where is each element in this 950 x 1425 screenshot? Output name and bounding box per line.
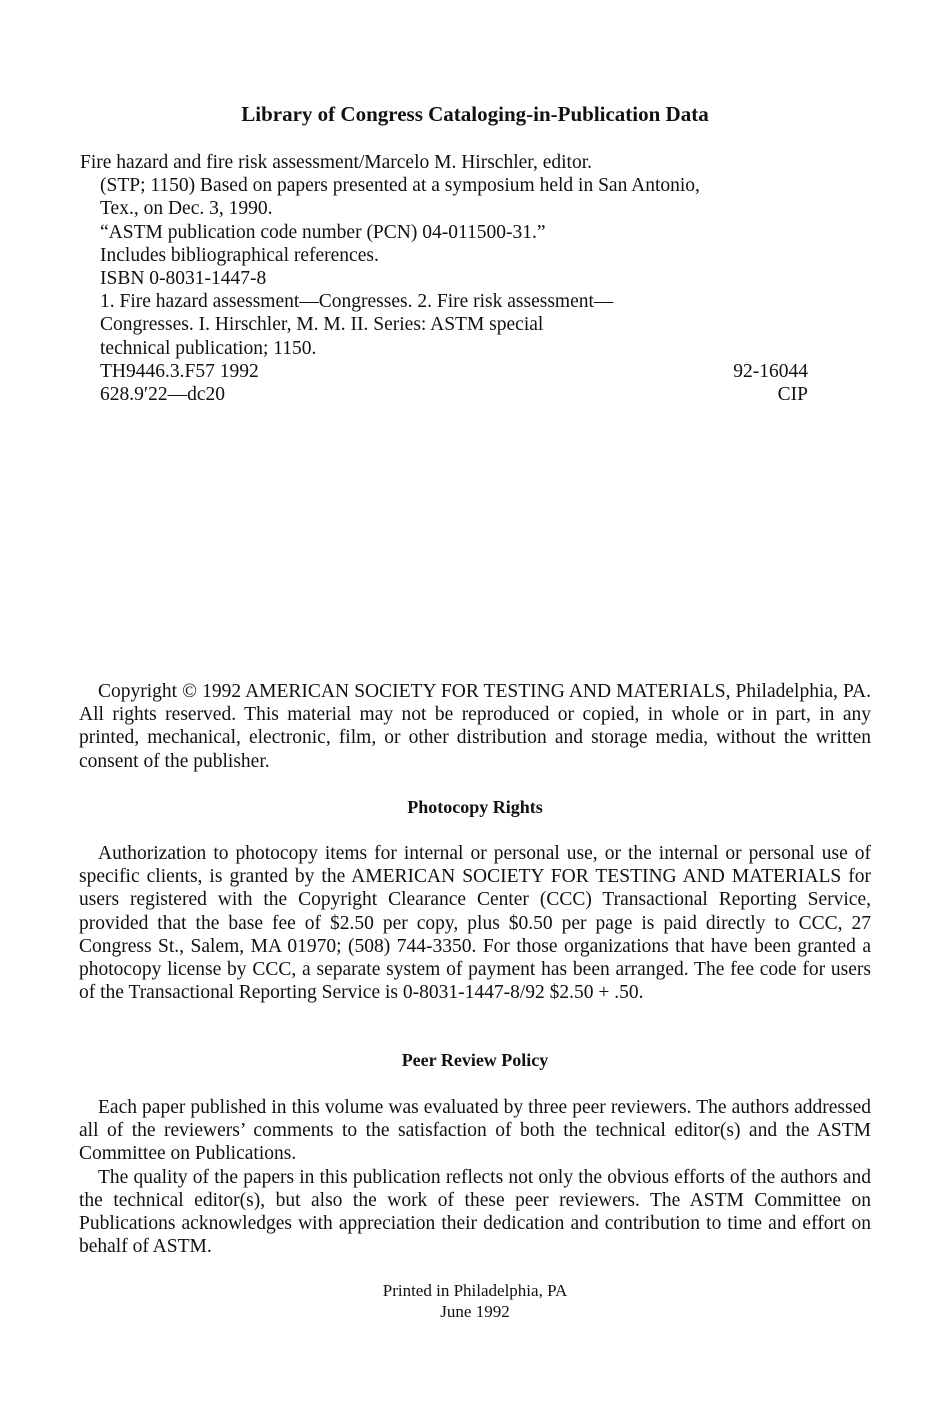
cip-line: “ASTM publication code number (PCN) 04-011500-31.” <box>100 221 546 243</box>
cip-record <box>80 151 808 406</box>
cip-line: (STP; 1150) Based on papers presented at a symposium held in San Antonio, <box>100 175 700 197</box>
photocopy-rights-title: Photocopy Rights <box>407 797 543 817</box>
photocopy-text: Authorization to photocopy items for internal or personal use, or the internal or personal use of specific clients, is granted by the AMERICAN SOCIETY FOR TESTING AND MATERIALS for users registered with the Copyright Clearance Center (CCC) Transactional Reporting Service, provided that the base fee of $2.50 per copy, plus $0.50 per page is paid directly to CCC, 27 Congress St., Salem, MA 01970; (508) 744-3350. For those organizations that have been granted a photocopy license by CCC, a separate system of payment has been arranged. The fee code for users of the Transactional Reporting Service is 0-8031-1447-8/92 $2.50 + .50. <box>79 843 871 1004</box>
cip-title: Library of Congress Cataloging-in-Publication Data <box>241 102 709 126</box>
peer-review-paragraph: Each paper published in this volume was evaluated by three peer reviewers. The authors addressed all of the reviewers’ comments to the satisfaction of both the technical editor(s) and the ASTM Committee on Publications. <box>79 1097 871 1165</box>
imprint <box>0 1280 950 1322</box>
cip-classification-row <box>80 360 808 383</box>
cip-line: 1. Fire hazard assessment—Congresses. 2. Fire risk assessment— <box>100 291 614 313</box>
cip-line: Tex., on Dec. 3, 1990. <box>100 198 273 220</box>
cip-label: CIP <box>777 383 808 405</box>
cip-dewey-row <box>80 383 808 406</box>
cip-line: Congresses. I. Hirschler, M. M. II. Series: ASTM special <box>100 314 544 336</box>
copyright-notice <box>79 680 871 773</box>
peer-review-title: Peer Review Policy <box>401 1050 549 1070</box>
lccn: 92-16044 <box>733 360 808 382</box>
dewey-number: 628.9′22—dc20 <box>100 383 226 405</box>
cip-line: technical publication; 1150. <box>100 337 317 359</box>
peer-review-paragraph: The quality of the papers in this publication reflects not only the obvious efforts of the authors and the technical editor(s), but also the work of these peer reviewers. The ASTM Committee on Publications acknowledges with appreciation their dedication and contribution to time and effort on behalf of ASTM. <box>79 1166 871 1258</box>
peer-review-policy <box>79 1096 871 1258</box>
printed-date: June 1992 <box>440 1302 510 1321</box>
class-number: TH9446.3.F57 1992 <box>100 360 259 382</box>
photocopy-rights <box>79 842 871 1004</box>
printed-place: Printed in Philadelphia, PA <box>382 1281 568 1300</box>
cip-line: Includes bibliographical references. <box>100 244 379 266</box>
cip-line: Fire hazard and fire risk assessment/Marcelo M. Hirschler, editor. <box>80 152 593 173</box>
cip-line: ISBN 0-8031-1447-8 <box>100 267 267 289</box>
copyright-text: Copyright © 1992 AMERICAN SOCIETY FOR TESTING AND MATERIALS, Philadelphia, PA. All rights reserved. This material may not be reproduced or copied, in whole or in part, in any printed, mechanical, electronic, film, or other distribution and storage media, without the written consent of the publisher. <box>79 681 871 772</box>
